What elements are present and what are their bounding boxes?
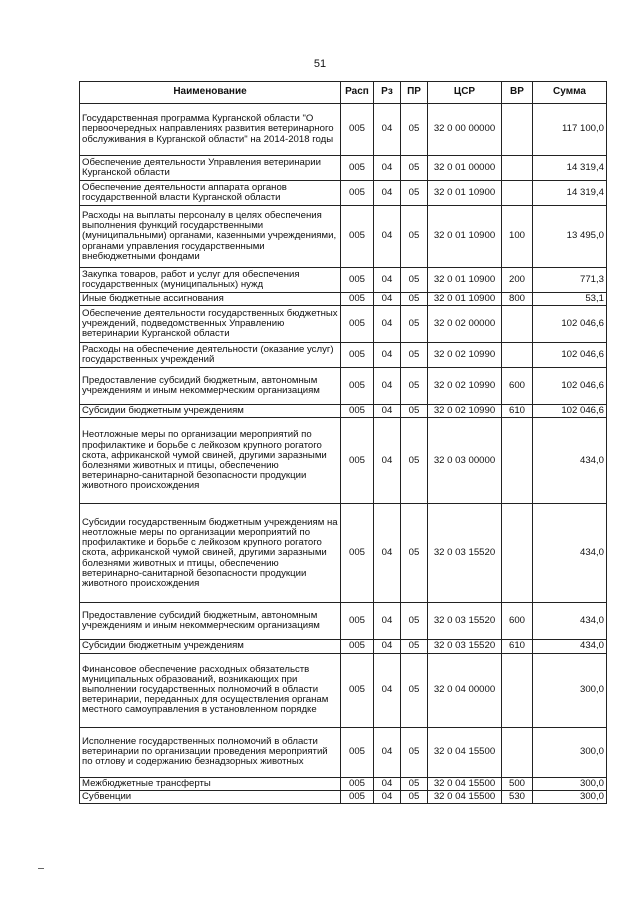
cell-pr: 05 xyxy=(401,653,428,727)
cell-vr: 600 xyxy=(502,368,533,405)
cell-rasp: 005 xyxy=(341,504,374,603)
cell-rz: 04 xyxy=(374,268,401,293)
cell-name: Государственная программа Курганской области "О первоочередных направлениях развития ветеринарного обслуживания в Курганской области" на 2014-2018 годы xyxy=(80,104,341,156)
cell-name: Субвенции xyxy=(80,790,341,803)
cell-csr: 32 0 00 00000 xyxy=(428,104,502,156)
cell-pr: 05 xyxy=(401,268,428,293)
header-sum: Сумма xyxy=(533,82,607,104)
table-row xyxy=(80,104,607,156)
cell-vr xyxy=(502,418,533,504)
cell-name: Исполнение государственных полномочий в области ветеринарии по организации проведения мероприятий по отлову и содержанию безнадзорных животных xyxy=(80,727,341,777)
cell-rz: 04 xyxy=(374,306,401,343)
cell-name: Субсидии бюджетным учреждениям xyxy=(80,405,341,418)
cell-name: Обеспечение деятельности государственных бюджетных учреждений, подведомственных Управлению ветеринарии Курганской области xyxy=(80,306,341,343)
cell-rasp: 005 xyxy=(341,156,374,181)
cell-sum: 771,3 xyxy=(533,268,607,293)
table-row xyxy=(80,368,607,405)
cell-rasp: 005 xyxy=(341,181,374,206)
header-rz: Рз xyxy=(374,82,401,104)
cell-vr: 200 xyxy=(502,268,533,293)
header-name: Наименование xyxy=(80,82,341,104)
cell-vr xyxy=(502,306,533,343)
cell-pr: 05 xyxy=(401,343,428,368)
cell-rz: 04 xyxy=(374,156,401,181)
cell-vr: 500 xyxy=(502,777,533,790)
cell-csr: 32 0 01 00000 xyxy=(428,156,502,181)
cell-rz: 04 xyxy=(374,293,401,306)
cell-csr: 32 0 03 00000 xyxy=(428,418,502,504)
cell-sum: 300,0 xyxy=(533,790,607,803)
cell-pr: 05 xyxy=(401,727,428,777)
cell-vr xyxy=(502,727,533,777)
cell-pr: 05 xyxy=(401,104,428,156)
cell-pr: 05 xyxy=(401,640,428,653)
cell-rasp: 005 xyxy=(341,293,374,306)
cell-pr: 05 xyxy=(401,306,428,343)
cell-vr: 530 xyxy=(502,790,533,803)
cell-rasp: 005 xyxy=(341,368,374,405)
cell-csr: 32 0 02 00000 xyxy=(428,306,502,343)
cell-name: Обеспечение деятельности аппарата органов государственной власти Курганской области xyxy=(80,181,341,206)
cell-rz: 04 xyxy=(374,603,401,640)
cell-rasp: 005 xyxy=(341,777,374,790)
cell-rz: 04 xyxy=(374,405,401,418)
cell-rasp: 005 xyxy=(341,603,374,640)
cell-name: Обеспечение деятельности Управления ветеринарии Курганской области xyxy=(80,156,341,181)
cell-vr xyxy=(502,343,533,368)
cell-rz: 04 xyxy=(374,727,401,777)
cell-pr: 05 xyxy=(401,206,428,268)
cell-sum: 117 100,0 xyxy=(533,104,607,156)
header-vr: ВР xyxy=(502,82,533,104)
cell-rz: 04 xyxy=(374,181,401,206)
cell-sum: 300,0 xyxy=(533,653,607,727)
cell-csr: 32 0 04 15500 xyxy=(428,790,502,803)
cell-pr: 05 xyxy=(401,418,428,504)
cell-sum: 102 046,6 xyxy=(533,306,607,343)
cell-sum: 14 319,4 xyxy=(533,156,607,181)
header-rasp: Расп xyxy=(341,82,374,104)
cell-rz: 04 xyxy=(374,504,401,603)
cell-name: Финансовое обеспечение расходных обязательств муниципальных образований, возникающих при выполнении государственных полномочий в области ветеринарии, переданных для осуществления органам местного самоуправления в установленном порядке xyxy=(80,653,341,727)
header-csr: ЦСР xyxy=(428,82,502,104)
cell-vr xyxy=(502,504,533,603)
cell-sum: 434,0 xyxy=(533,640,607,653)
cell-rz: 04 xyxy=(374,640,401,653)
cell-rasp: 005 xyxy=(341,727,374,777)
table-row xyxy=(80,418,607,504)
cell-sum: 102 046,6 xyxy=(533,343,607,368)
cell-sum: 300,0 xyxy=(533,727,607,777)
table-row xyxy=(80,343,607,368)
cell-name: Субсидии государственным бюджетным учреждениям на неотложные меры по организации мероприятий по профилактике и борьбе с лейкозом крупного рогатого скота, африканской чумой свиней, другими заразными болезнями животных и птицы, обеспечению ветеринарно-санитарной безопасности продукции животного происхождения xyxy=(80,504,341,603)
cell-sum: 102 046,6 xyxy=(533,368,607,405)
cell-vr: 610 xyxy=(502,640,533,653)
cell-sum: 434,0 xyxy=(533,603,607,640)
cell-name: Субсидии бюджетным учреждениям xyxy=(80,640,341,653)
page-number: 51 xyxy=(313,58,327,70)
cell-rasp: 005 xyxy=(341,206,374,268)
cell-sum: 53,1 xyxy=(533,293,607,306)
cell-name: Неотложные меры по организации мероприятий по профилактике и борьбе с лейкозом крупного рогатого скота, африканской чумой свиней, другими заразными болезнями животных и птицы, обеспечению ветеринарно-санитарной безопасности продукции животного происхождения xyxy=(80,418,341,504)
cell-rasp: 005 xyxy=(341,653,374,727)
table-row xyxy=(80,727,607,777)
cell-csr: 32 0 01 10900 xyxy=(428,181,502,206)
cell-name: Иные бюджетные ассигнования xyxy=(80,293,341,306)
cell-pr: 05 xyxy=(401,603,428,640)
cell-pr: 05 xyxy=(401,504,428,603)
table-row xyxy=(80,268,607,293)
cell-vr xyxy=(502,653,533,727)
cell-sum: 102 046,6 xyxy=(533,405,607,418)
table-row xyxy=(80,405,607,418)
cell-rz: 04 xyxy=(374,343,401,368)
table-body xyxy=(80,104,607,804)
cell-name: Закупка товаров, работ и услуг для обеспечения государственных (муниципальных) нужд xyxy=(80,268,341,293)
table-header-row xyxy=(80,82,607,104)
table-row xyxy=(80,640,607,653)
cell-name: Межбюджетные трансферты xyxy=(80,777,341,790)
header-pr: ПР xyxy=(401,82,428,104)
cell-rasp: 005 xyxy=(341,640,374,653)
cell-rz: 04 xyxy=(374,418,401,504)
cell-csr: 32 0 04 00000 xyxy=(428,653,502,727)
cell-pr: 05 xyxy=(401,293,428,306)
margin-mark xyxy=(38,868,44,869)
cell-pr: 05 xyxy=(401,790,428,803)
table-row xyxy=(80,653,607,727)
cell-rz: 04 xyxy=(374,790,401,803)
cell-rz: 04 xyxy=(374,777,401,790)
cell-sum: 300,0 xyxy=(533,777,607,790)
cell-rasp: 005 xyxy=(341,306,374,343)
table-row xyxy=(80,790,607,803)
cell-rz: 04 xyxy=(374,104,401,156)
cell-rz: 04 xyxy=(374,206,401,268)
cell-vr: 800 xyxy=(502,293,533,306)
cell-pr: 05 xyxy=(401,156,428,181)
cell-rasp: 005 xyxy=(341,268,374,293)
cell-vr: 610 xyxy=(502,405,533,418)
cell-csr: 32 0 01 10900 xyxy=(428,268,502,293)
table-row xyxy=(80,293,607,306)
cell-name: Расходы на обеспечение деятельности (оказание услуг) государственных учреждений xyxy=(80,343,341,368)
cell-pr: 05 xyxy=(401,777,428,790)
cell-rasp: 005 xyxy=(341,104,374,156)
cell-pr: 05 xyxy=(401,181,428,206)
cell-csr: 32 0 01 10900 xyxy=(428,206,502,268)
table-row xyxy=(80,603,607,640)
cell-sum: 434,0 xyxy=(533,418,607,504)
cell-csr: 32 0 02 10990 xyxy=(428,405,502,418)
cell-rasp: 005 xyxy=(341,790,374,803)
cell-sum: 434,0 xyxy=(533,504,607,603)
cell-name: Предоставление субсидий бюджетным, автономным учреждениям и иным некоммерческим организациям xyxy=(80,603,341,640)
cell-pr: 05 xyxy=(401,405,428,418)
cell-csr: 32 0 02 10990 xyxy=(428,368,502,405)
cell-vr xyxy=(502,181,533,206)
cell-sum: 14 319,4 xyxy=(533,181,607,206)
table-row xyxy=(80,777,607,790)
cell-rz: 04 xyxy=(374,368,401,405)
cell-rasp: 005 xyxy=(341,405,374,418)
table-row xyxy=(80,206,607,268)
cell-vr xyxy=(502,104,533,156)
cell-csr: 32 0 01 10900 xyxy=(428,293,502,306)
cell-vr: 100 xyxy=(502,206,533,268)
cell-name: Предоставление субсидий бюджетным, автономным учреждениям и иным некоммерческим организациям xyxy=(80,368,341,405)
table-row xyxy=(80,181,607,206)
cell-rasp: 005 xyxy=(341,418,374,504)
cell-rasp: 005 xyxy=(341,343,374,368)
cell-csr: 32 0 03 15520 xyxy=(428,640,502,653)
table-row xyxy=(80,504,607,603)
cell-csr: 32 0 03 15520 xyxy=(428,504,502,603)
cell-name: Расходы на выплаты персоналу в целях обеспечения выполнения функций государственными (муниципальными) органами, казенными учреждениями, органами управления государственными внебюджетными фондами xyxy=(80,206,341,268)
cell-csr: 32 0 03 15520 xyxy=(428,603,502,640)
cell-sum: 13 495,0 xyxy=(533,206,607,268)
cell-vr: 600 xyxy=(502,603,533,640)
cell-rz: 04 xyxy=(374,653,401,727)
cell-csr: 32 0 02 10990 xyxy=(428,343,502,368)
cell-pr: 05 xyxy=(401,368,428,405)
table-row xyxy=(80,156,607,181)
budget-table xyxy=(79,81,607,804)
table-row xyxy=(80,306,607,343)
cell-csr: 32 0 04 15500 xyxy=(428,727,502,777)
cell-vr xyxy=(502,156,533,181)
cell-csr: 32 0 04 15500 xyxy=(428,777,502,790)
